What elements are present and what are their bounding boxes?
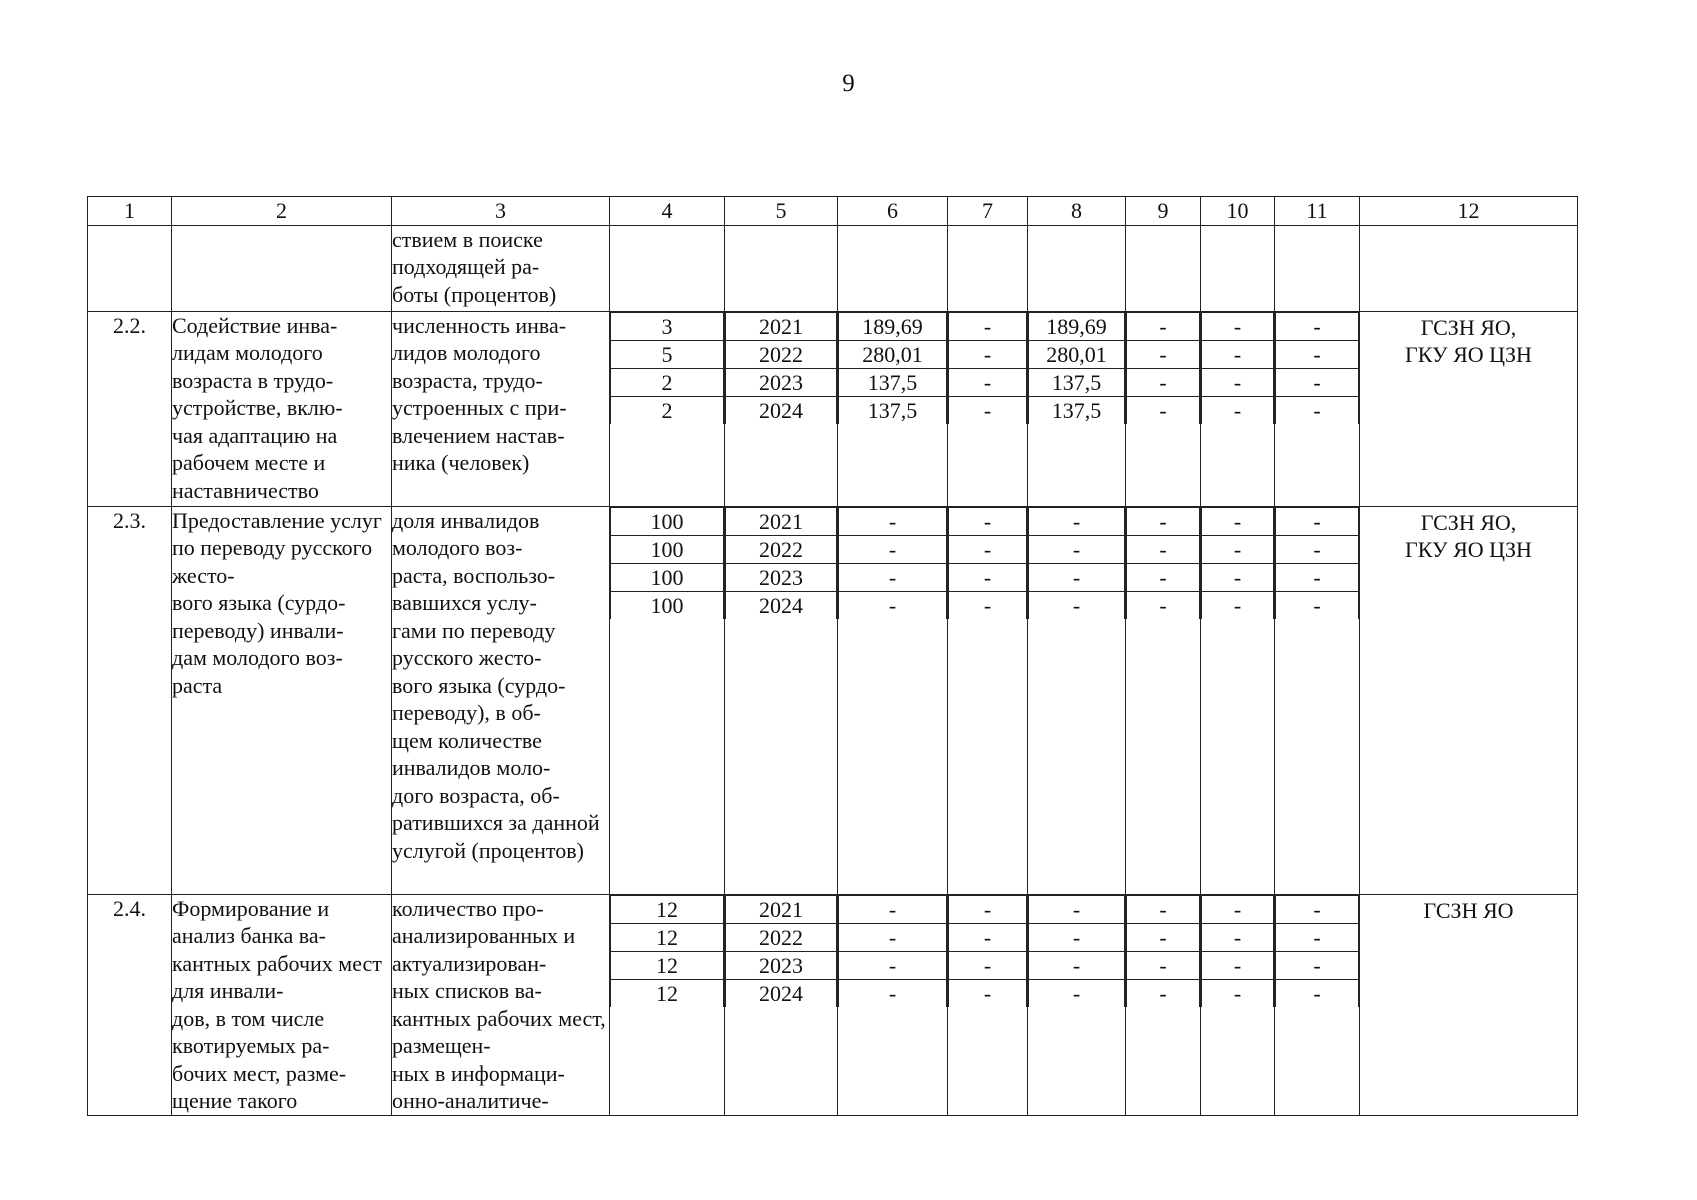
- executor: ГСЗН ЯО: [1360, 894, 1578, 1115]
- indicator-name: численность инва- лидов молодого возраста, трудо- устроенных с при- влечением настав- ника (человек): [392, 311, 610, 506]
- executor: ГСЗН ЯО, ГКУ ЯО ЦЗН: [1360, 311, 1578, 506]
- year-values-c11: [1275, 311, 1360, 506]
- value-cell: -: [1127, 396, 1200, 424]
- col-header-7: 7: [948, 197, 1028, 226]
- value-cell: 100: [611, 591, 724, 619]
- value-cell: -: [1276, 591, 1359, 619]
- row-number: 2.4.: [88, 894, 172, 1115]
- year-values-c4: [610, 506, 725, 894]
- value-cell: -: [1127, 895, 1200, 923]
- value-cell: 2023: [726, 368, 837, 396]
- year-values-c7: [948, 311, 1028, 506]
- table-row: [88, 311, 1578, 506]
- value-cell: -: [1202, 340, 1274, 368]
- year-values-c9: [1126, 311, 1201, 506]
- value-cell: -: [1276, 923, 1359, 951]
- value-cell: 12: [611, 979, 724, 1007]
- value-cell: 2022: [726, 535, 837, 563]
- measure-name: Содействие инва- лидам молодого возраста в трудо- устройстве, вклю- чая адаптацию на рабочем месте и наставничество: [172, 311, 392, 506]
- value-cell: -: [1127, 535, 1200, 563]
- value-cell: -: [1276, 979, 1359, 1007]
- value-cell: -: [1276, 535, 1359, 563]
- value-cell: -: [1276, 563, 1359, 591]
- measure-rows: [88, 311, 1578, 1115]
- value-cell: 2: [611, 396, 724, 424]
- value-cell: -: [1202, 923, 1274, 951]
- year-values-c5: [725, 894, 838, 1115]
- page-number: 9: [842, 70, 855, 97]
- col-header-12: 12: [1360, 197, 1578, 226]
- year-values-c10: [1201, 894, 1275, 1115]
- value-cell: -: [1127, 312, 1200, 340]
- value-cell: 2: [611, 368, 724, 396]
- value-cell: 100: [611, 507, 724, 535]
- value-cell: -: [1276, 340, 1359, 368]
- value-cell: 5: [611, 340, 724, 368]
- col-header-4: 4: [610, 197, 725, 226]
- value-cell: -: [1276, 951, 1359, 979]
- value-cell: 2023: [726, 951, 837, 979]
- indicator-name: количество про- анализированных и актуализирован- ных списков ва- кантных рабочих мест, размещен- ных в информаци- онно-аналитиче-: [392, 894, 610, 1115]
- year-values-c6: [838, 894, 948, 1115]
- value-cell: -: [839, 507, 947, 535]
- col-header-6: 6: [838, 197, 948, 226]
- year-values-c11: [1275, 506, 1360, 894]
- value-cell: -: [1202, 895, 1274, 923]
- value-cell: 137,5: [1029, 396, 1125, 424]
- value-cell: -: [1127, 591, 1200, 619]
- measure-name: Формирование и анализ банка ва- кантных рабочих мест для инвали- дов, в том числе квотируемых ра- бочих мест, разме- щение такого: [172, 894, 392, 1115]
- value-cell: -: [839, 535, 947, 563]
- value-cell: 137,5: [839, 368, 947, 396]
- value-cell: -: [1127, 340, 1200, 368]
- value-cell: -: [1029, 895, 1125, 923]
- value-cell: 280,01: [839, 340, 947, 368]
- value-cell: -: [1127, 951, 1200, 979]
- value-cell: -: [1276, 396, 1359, 424]
- col-header-2: 2: [172, 197, 392, 226]
- value-cell: -: [839, 591, 947, 619]
- value-cell: -: [1276, 312, 1359, 340]
- year-values-c4: [610, 311, 725, 506]
- value-cell: 189,69: [839, 312, 947, 340]
- value-cell: 280,01: [1029, 340, 1125, 368]
- value-cell: -: [1127, 979, 1200, 1007]
- year-values-c5: [725, 311, 838, 506]
- value-cell: -: [949, 951, 1027, 979]
- value-cell: 189,69: [1029, 312, 1125, 340]
- col-header-1: 1: [88, 197, 172, 226]
- value-cell: -: [839, 563, 947, 591]
- value-cell: 2021: [726, 312, 837, 340]
- value-cell: 12: [611, 923, 724, 951]
- year-values-c7: [948, 506, 1028, 894]
- col-header-5: 5: [725, 197, 838, 226]
- continued-indicator: ствием в поиске подходящей ра- боты (процентов): [392, 225, 610, 311]
- value-cell: -: [949, 340, 1027, 368]
- value-cell: 2021: [726, 895, 837, 923]
- row-number: 2.2.: [88, 311, 172, 506]
- value-cell: -: [949, 368, 1027, 396]
- value-cell: -: [839, 951, 947, 979]
- year-values-c4: [610, 894, 725, 1115]
- column-number-header: [88, 197, 1578, 226]
- executor: ГСЗН ЯО, ГКУ ЯО ЦЗН: [1360, 506, 1578, 894]
- year-values-c8: [1028, 506, 1126, 894]
- value-cell: -: [1202, 535, 1274, 563]
- value-cell: -: [1029, 591, 1125, 619]
- value-cell: 12: [611, 895, 724, 923]
- year-values-c10: [1201, 311, 1275, 506]
- year-values-c6: [838, 311, 948, 506]
- value-cell: 3: [611, 312, 724, 340]
- value-cell: -: [839, 895, 947, 923]
- year-values-c6: [838, 506, 948, 894]
- table-row: [88, 894, 1578, 1115]
- value-cell: -: [839, 979, 947, 1007]
- value-cell: -: [1029, 951, 1125, 979]
- value-cell: 137,5: [1029, 368, 1125, 396]
- value-cell: 2021: [726, 507, 837, 535]
- indicator-name: доля инвалидов молодого воз- раста, воспользо- вавшихся услу- гами по переводу русского жесто- вого языка (сурдо- переводу), в об- щем количестве инвалидов моло- дого возраста, об- ратившихся за данной услугой (процентов): [392, 506, 610, 894]
- value-cell: -: [1127, 368, 1200, 396]
- value-cell: -: [1127, 923, 1200, 951]
- value-cell: -: [949, 923, 1027, 951]
- continuation-row: [88, 225, 1578, 311]
- value-cell: -: [949, 895, 1027, 923]
- table-row: [88, 506, 1578, 894]
- value-cell: -: [1202, 951, 1274, 979]
- value-cell: -: [949, 979, 1027, 1007]
- value-cell: -: [949, 563, 1027, 591]
- value-cell: 2023: [726, 563, 837, 591]
- year-values-c8: [1028, 311, 1126, 506]
- value-cell: -: [1029, 979, 1125, 1007]
- value-cell: -: [1127, 563, 1200, 591]
- value-cell: -: [1127, 507, 1200, 535]
- year-values-c9: [1126, 506, 1201, 894]
- value-cell: 12: [611, 951, 724, 979]
- value-cell: 2024: [726, 396, 837, 424]
- value-cell: 2022: [726, 340, 837, 368]
- col-header-3: 3: [392, 197, 610, 226]
- value-cell: -: [1202, 507, 1274, 535]
- value-cell: 100: [611, 535, 724, 563]
- year-values-c8: [1028, 894, 1126, 1115]
- value-cell: -: [1202, 979, 1274, 1007]
- value-cell: 137,5: [839, 396, 947, 424]
- value-cell: -: [949, 312, 1027, 340]
- col-header-9: 9: [1126, 197, 1201, 226]
- measures-table: [87, 196, 1578, 1116]
- year-values-c11: [1275, 894, 1360, 1115]
- year-values-c5: [725, 506, 838, 894]
- value-cell: -: [1202, 591, 1274, 619]
- value-cell: -: [1029, 563, 1125, 591]
- value-cell: 2024: [726, 979, 837, 1007]
- col-header-8: 8: [1028, 197, 1126, 226]
- value-cell: -: [949, 591, 1027, 619]
- value-cell: 100: [611, 563, 724, 591]
- value-cell: -: [1276, 368, 1359, 396]
- year-values-c10: [1201, 506, 1275, 894]
- row-number: 2.3.: [88, 506, 172, 894]
- col-header-11: 11: [1275, 197, 1360, 226]
- value-cell: -: [1276, 895, 1359, 923]
- value-cell: -: [1029, 923, 1125, 951]
- value-cell: 2022: [726, 923, 837, 951]
- value-cell: -: [949, 535, 1027, 563]
- value-cell: -: [949, 507, 1027, 535]
- value-cell: -: [949, 396, 1027, 424]
- measure-name: Предоставление услуг по переводу русского жесто- вого языка (сурдо- переводу) инвали- дам молодого воз- раста: [172, 506, 392, 894]
- year-values-c9: [1126, 894, 1201, 1115]
- value-cell: -: [1276, 507, 1359, 535]
- col-header-10: 10: [1201, 197, 1275, 226]
- value-cell: -: [839, 923, 947, 951]
- value-cell: -: [1029, 535, 1125, 563]
- value-cell: -: [1029, 507, 1125, 535]
- value-cell: -: [1202, 396, 1274, 424]
- value-cell: -: [1202, 563, 1274, 591]
- year-values-c7: [948, 894, 1028, 1115]
- value-cell: -: [1202, 312, 1274, 340]
- value-cell: -: [1202, 368, 1274, 396]
- value-cell: 2024: [726, 591, 837, 619]
